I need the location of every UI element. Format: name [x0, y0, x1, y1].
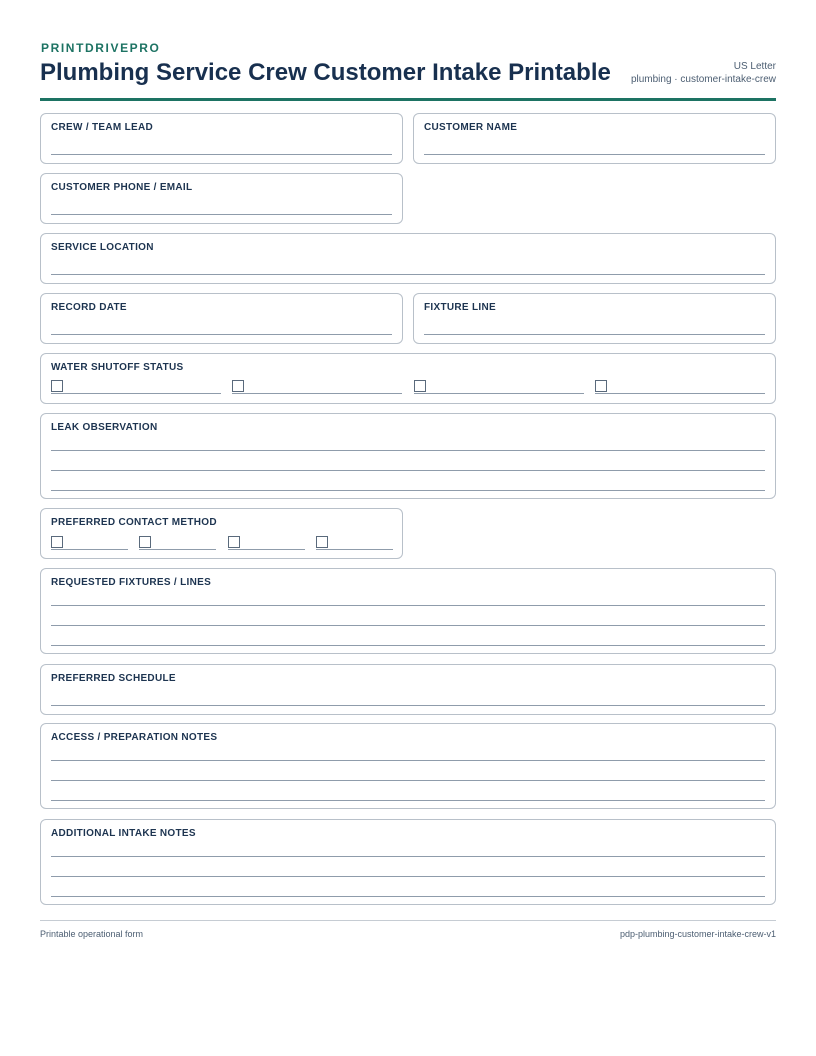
shutoff-option-1[interactable]	[51, 380, 221, 394]
contact-option-3[interactable]	[228, 536, 305, 550]
checkbox[interactable]	[51, 536, 63, 548]
option-line	[232, 393, 402, 394]
field-label: PREFERRED SCHEDULE	[51, 673, 176, 684]
option-line	[414, 393, 584, 394]
field-label: CUSTOMER NAME	[424, 122, 518, 133]
shutoff-option-4[interactable]	[595, 380, 765, 394]
checkbox[interactable]	[228, 536, 240, 548]
field-label: ADDITIONAL INTAKE NOTES	[51, 828, 196, 839]
additional-intake-notes-field	[40, 819, 776, 905]
option-line	[316, 549, 393, 550]
checkbox[interactable]	[316, 536, 328, 548]
shutoff-option-2[interactable]	[232, 380, 402, 394]
field-label: CUSTOMER PHONE / EMAIL	[51, 182, 193, 193]
page-title: Plumbing Service Crew Customer Intake Printable	[40, 59, 611, 86]
leak-observation-field	[40, 413, 776, 499]
field-label: REQUESTED FIXTURES / LINES	[51, 577, 212, 588]
fixture-line-field	[413, 293, 776, 344]
preferred-schedule-field	[40, 664, 776, 715]
option-line	[51, 393, 221, 394]
contact-option-4[interactable]	[316, 536, 393, 550]
page-footer	[40, 920, 776, 944]
crew-team-lead-input[interactable]	[51, 154, 392, 155]
requested-fixtures-line-1[interactable]	[51, 605, 765, 606]
checkbox[interactable]	[414, 380, 426, 392]
requested-fixtures-lines-field	[40, 568, 776, 654]
page-header	[40, 40, 776, 101]
checkbox[interactable]	[232, 380, 244, 392]
field-label: WATER SHUTOFF STATUS	[51, 362, 184, 373]
additional-notes-line-1[interactable]	[51, 856, 765, 857]
access-notes-line-3[interactable]	[51, 800, 765, 801]
contact-option-1[interactable]	[51, 536, 128, 550]
option-line	[595, 393, 765, 394]
field-label: RECORD DATE	[51, 302, 127, 313]
checkbox[interactable]	[51, 380, 63, 392]
intake-form	[40, 101, 776, 911]
access-notes-line-1[interactable]	[51, 760, 765, 761]
contact-option-2[interactable]	[139, 536, 216, 550]
option-line	[228, 549, 305, 550]
form-id: pdp-plumbing-customer-intake-crew-v1	[619, 929, 776, 939]
water-shutoff-status-field	[40, 353, 776, 404]
option-line	[51, 549, 128, 550]
page-meta	[631, 60, 776, 86]
customer-name-field	[413, 113, 776, 164]
paper-size: US Letter	[733, 61, 776, 72]
access-preparation-notes-field	[40, 723, 776, 809]
record-date-field	[40, 293, 403, 344]
field-label: ACCESS / PREPARATION NOTES	[51, 732, 218, 743]
leak-observation-line-3[interactable]	[51, 490, 765, 491]
field-label: CREW / TEAM LEAD	[51, 122, 154, 133]
customer-phone-email-field	[40, 173, 403, 224]
option-line	[139, 549, 216, 550]
crew-team-lead-field	[40, 113, 403, 164]
fixture-line-input[interactable]	[424, 334, 765, 335]
service-location-field	[40, 233, 776, 284]
form-tags: plumbing · customer-intake-crew	[630, 74, 776, 85]
requested-fixtures-line-2[interactable]	[51, 625, 765, 626]
checkbox[interactable]	[139, 536, 151, 548]
service-location-input[interactable]	[51, 274, 765, 275]
footer-note: Printable operational form	[40, 929, 144, 939]
field-label: SERVICE LOCATION	[51, 242, 154, 253]
preferred-schedule-input[interactable]	[51, 705, 765, 706]
customer-name-input[interactable]	[424, 154, 765, 155]
preferred-contact-method-field	[40, 508, 403, 559]
checkbox[interactable]	[595, 380, 607, 392]
additional-notes-line-3[interactable]	[51, 896, 765, 897]
record-date-input[interactable]	[51, 334, 392, 335]
customer-phone-email-input[interactable]	[51, 214, 392, 215]
requested-fixtures-line-3[interactable]	[51, 645, 765, 646]
brand-name: PRINTDRIVEPRO	[41, 41, 161, 55]
field-label: PREFERRED CONTACT METHOD	[51, 517, 217, 528]
field-label: FIXTURE LINE	[424, 302, 496, 313]
additional-notes-line-2[interactable]	[51, 876, 765, 877]
leak-observation-line-1[interactable]	[51, 450, 765, 451]
access-notes-line-2[interactable]	[51, 780, 765, 781]
leak-observation-line-2[interactable]	[51, 470, 765, 471]
shutoff-option-3[interactable]	[414, 380, 584, 394]
field-label: LEAK OBSERVATION	[51, 422, 158, 433]
form-page	[40, 40, 776, 911]
